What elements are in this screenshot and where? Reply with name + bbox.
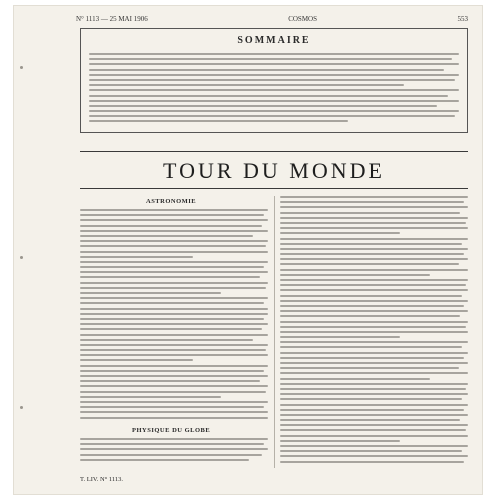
text-line xyxy=(280,336,400,338)
text-line xyxy=(280,222,466,224)
text-line xyxy=(89,69,444,71)
text-line xyxy=(280,321,468,323)
text-line xyxy=(89,58,452,60)
text-line xyxy=(280,424,468,426)
text-line xyxy=(89,105,437,107)
text-line xyxy=(80,459,249,461)
section-title: TOUR DU MONDE xyxy=(163,158,385,183)
text-line xyxy=(80,313,268,315)
text-line xyxy=(80,344,268,346)
text-line xyxy=(280,455,468,457)
text-line xyxy=(80,375,268,377)
text-line xyxy=(89,100,459,102)
text-line xyxy=(80,271,268,273)
issue-number-date: N° 1113 — 25 MAI 1906 xyxy=(76,15,148,23)
text-line xyxy=(280,378,430,380)
text-line xyxy=(80,365,268,367)
text-line xyxy=(280,372,468,374)
text-line xyxy=(280,357,464,359)
left-column-text-upper xyxy=(80,209,268,422)
text-line xyxy=(89,74,459,76)
text-line xyxy=(80,318,264,320)
running-header xyxy=(76,13,468,25)
text-line xyxy=(280,445,468,447)
text-line xyxy=(89,95,448,97)
text-line xyxy=(280,201,464,203)
text-line xyxy=(89,120,348,122)
text-line xyxy=(80,334,268,336)
text-line xyxy=(280,258,468,260)
text-line xyxy=(80,219,268,221)
text-line xyxy=(89,63,459,65)
text-line xyxy=(80,214,264,216)
left-column-heading-astronomie: ASTRONOMIE xyxy=(146,198,197,205)
text-line xyxy=(80,240,268,242)
text-line xyxy=(280,269,468,271)
text-line xyxy=(280,341,468,343)
text-line xyxy=(280,196,468,198)
text-line xyxy=(280,263,459,265)
text-line xyxy=(280,388,466,390)
text-line xyxy=(280,243,462,245)
text-line xyxy=(280,315,460,317)
text-line xyxy=(280,404,468,406)
text-line xyxy=(80,230,268,232)
left-column-heading-physique-du-globe: PHYSIQUE DU GLOBE xyxy=(132,427,211,434)
text-line xyxy=(280,362,468,364)
text-line xyxy=(280,310,468,312)
text-line xyxy=(280,435,468,437)
text-line xyxy=(280,248,468,250)
margin-mark xyxy=(20,406,23,409)
text-line xyxy=(280,305,464,307)
text-line xyxy=(80,287,266,289)
text-line xyxy=(80,391,266,393)
text-line xyxy=(80,385,268,387)
text-line xyxy=(80,302,264,304)
text-line xyxy=(80,411,268,413)
text-line xyxy=(80,323,268,325)
text-line xyxy=(280,284,466,286)
margin-mark xyxy=(20,256,23,259)
text-line xyxy=(280,383,468,385)
text-line xyxy=(80,292,221,294)
text-line xyxy=(80,443,264,445)
text-line xyxy=(80,349,266,351)
sommaire-title: SOMMAIRE xyxy=(237,35,311,46)
text-line xyxy=(80,406,264,408)
text-line xyxy=(280,346,462,348)
text-line xyxy=(280,217,468,219)
text-line xyxy=(280,232,400,234)
sommaire-box xyxy=(80,28,468,133)
text-line xyxy=(89,115,455,117)
text-line xyxy=(80,380,260,382)
text-line xyxy=(80,245,266,247)
text-line xyxy=(280,398,462,400)
text-line xyxy=(280,253,464,255)
text-line xyxy=(280,331,468,333)
text-line xyxy=(80,454,262,456)
text-line xyxy=(89,84,404,86)
text-line xyxy=(280,295,462,297)
text-line xyxy=(280,289,468,291)
section-top-rule xyxy=(80,151,468,152)
text-line xyxy=(80,235,253,237)
text-line xyxy=(80,448,268,450)
text-line xyxy=(80,256,193,258)
text-line xyxy=(280,212,460,214)
text-line xyxy=(280,300,468,302)
text-line xyxy=(80,370,264,372)
section-bottom-rule xyxy=(80,188,468,189)
text-line xyxy=(80,417,268,419)
footer-volume: T. LIV. N° 1113. xyxy=(80,476,124,483)
text-line xyxy=(80,225,262,227)
text-line xyxy=(280,409,464,411)
text-line xyxy=(280,274,430,276)
right-column-text xyxy=(280,196,468,466)
text-line xyxy=(280,414,468,416)
text-line xyxy=(80,276,260,278)
text-line xyxy=(280,238,468,240)
text-line xyxy=(89,89,459,91)
text-line xyxy=(80,261,268,263)
text-line xyxy=(80,297,268,299)
text-line xyxy=(89,53,459,55)
text-line xyxy=(80,282,268,284)
text-line xyxy=(280,461,464,463)
text-line xyxy=(80,209,268,211)
text-line xyxy=(280,367,459,369)
text-line xyxy=(89,110,459,112)
column-divider xyxy=(274,196,275,468)
text-line xyxy=(80,359,193,361)
text-line xyxy=(280,440,400,442)
margin-mark xyxy=(20,66,23,69)
text-line xyxy=(80,396,221,398)
sommaire-text-lines xyxy=(89,53,459,126)
text-line xyxy=(80,354,268,356)
text-line xyxy=(280,279,468,281)
text-line xyxy=(280,429,466,431)
text-line xyxy=(80,438,268,440)
text-line xyxy=(280,450,462,452)
text-line xyxy=(80,266,264,268)
text-line xyxy=(280,352,468,354)
text-line xyxy=(280,206,468,208)
text-line xyxy=(280,326,466,328)
text-line xyxy=(80,339,253,341)
text-line xyxy=(280,419,460,421)
left-column-text-lower xyxy=(80,438,268,464)
text-line xyxy=(89,79,455,81)
journal-name: COSMOS xyxy=(288,15,317,23)
document-page xyxy=(14,6,482,494)
text-line xyxy=(80,401,268,403)
page-number: 553 xyxy=(457,15,468,23)
text-line xyxy=(80,328,262,330)
text-line xyxy=(80,251,268,253)
text-line xyxy=(280,227,468,229)
text-line xyxy=(280,393,468,395)
text-line xyxy=(80,308,268,310)
